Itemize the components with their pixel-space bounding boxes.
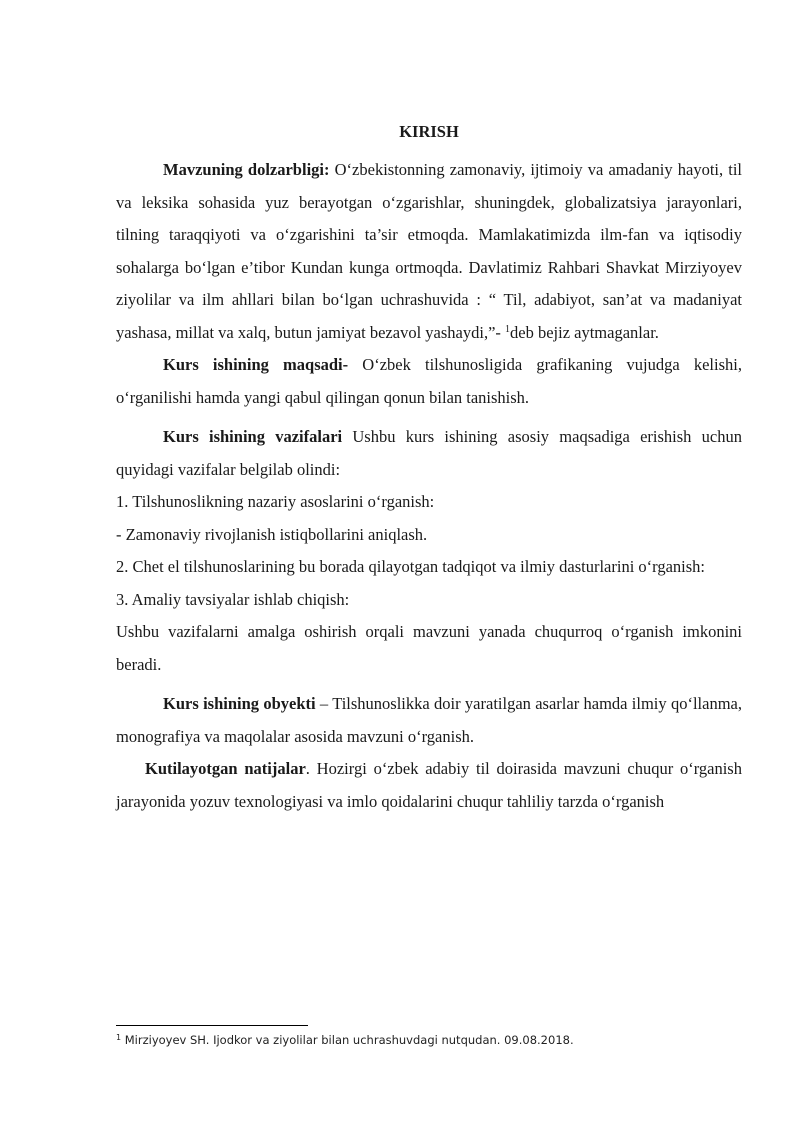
list-item: Ushbu vazifalarni amalga oshirish orqali mavzuni yanada chuqurroq o‘rganish imkonini beradi. — [116, 622, 742, 674]
footnote-number: 1 — [116, 1033, 122, 1042]
paragraph-heading: Kutilayotgan natijalar — [145, 759, 306, 778]
document-body — [116, 120, 742, 818]
list-item: 3. Amaliy tavsiyalar ishlab chiqish: — [116, 589, 350, 609]
paragraph-text: Ushbu kurs ishining asosiy maqsadiga erishish uchun quyidagi vazifalar belgilab olindi: — [116, 427, 742, 479]
paragraph-tasks — [116, 421, 742, 486]
paragraph-text: O‘zbekistonning zamonaviy, ijtimoiy va amadaniy hayoti, til va leksika sohasida yuz berayotgan o‘zgarishlar, shuningdek, globalizatsiya jarayonlari, tilning taraqqiyoti va o‘zgarishini ta’sir etmoqda. Mamlakatimizda ilm-fan va iqtisodiy sohalarga bo‘lgan e’tibor Kundan kunga ortmoqda. Davlatimiz Rahbari Shavkat Mirziyoyev ziyolilar va ilm ahllari bilan bo‘lgan uchrashuvida : “ Til, adabiyot, san’at va madaniyat yashasa, millat va xalq, butun jamiyat bezavol yashaydi,”- — [116, 160, 743, 342]
list-item: 1. Tilshunoslikning nazariy asoslarini o‘rganish: — [116, 492, 435, 511]
paragraph-goal — [116, 349, 742, 414]
paragraph-text-tail: deb bejiz aytmaganlar. — [510, 322, 659, 342]
list-item: - Zamonaviy rivojlanish istiqbollarini aniqlash. — [116, 524, 428, 544]
paragraph-heading: Mavzuning dolzarbligi: — [163, 160, 330, 179]
list-item: 2. Chet el tilshunoslarining bu borada qilayotgan tadqiqot va ilmiy dasturlarini o‘rganish: — [116, 557, 706, 576]
paragraph-heading: Kurs ishining vazifalari — [163, 427, 343, 446]
paragraph-relevance — [116, 154, 742, 349]
footnote — [116, 1033, 574, 1047]
paragraph-object — [116, 688, 742, 753]
page-title: KIRISH — [399, 122, 459, 141]
paragraph-results — [116, 753, 742, 818]
footnote-divider — [116, 1025, 308, 1026]
footnote-text: Mirziyoyev SH. Ijodkor va ziyolilar bilan uchrashuvdagi nutqudan. 09.08.2018. — [121, 1033, 574, 1047]
paragraph-text: – Tilshunoslikka doir yaratilgan asarlar hamda ilmiy qo‘llanma, monografiya va maqolalar asosida mavzuni o‘rganish. — [116, 694, 742, 746]
paragraph-text: . Hozirgi o‘zbek adabiy til doirasida mavzuni chuqur o‘rganish jarayonida yozuv texnologiyasi va imlo qoidalarini chuqur tahliliy tarzda o‘rganish — [116, 759, 742, 811]
footnote-reference[interactable]: 1 — [505, 323, 511, 335]
paragraph-heading: Kurs ishining obyekti — [163, 694, 316, 713]
paragraph-text: O‘zbek tilshunosligida grafikaning vujudga kelishi, o‘rganilishi hamda yangi qabul qilingan qonun bilan tanishish. — [116, 355, 742, 407]
paragraph-heading: Kurs ishining maqsadi- — [163, 355, 349, 374]
